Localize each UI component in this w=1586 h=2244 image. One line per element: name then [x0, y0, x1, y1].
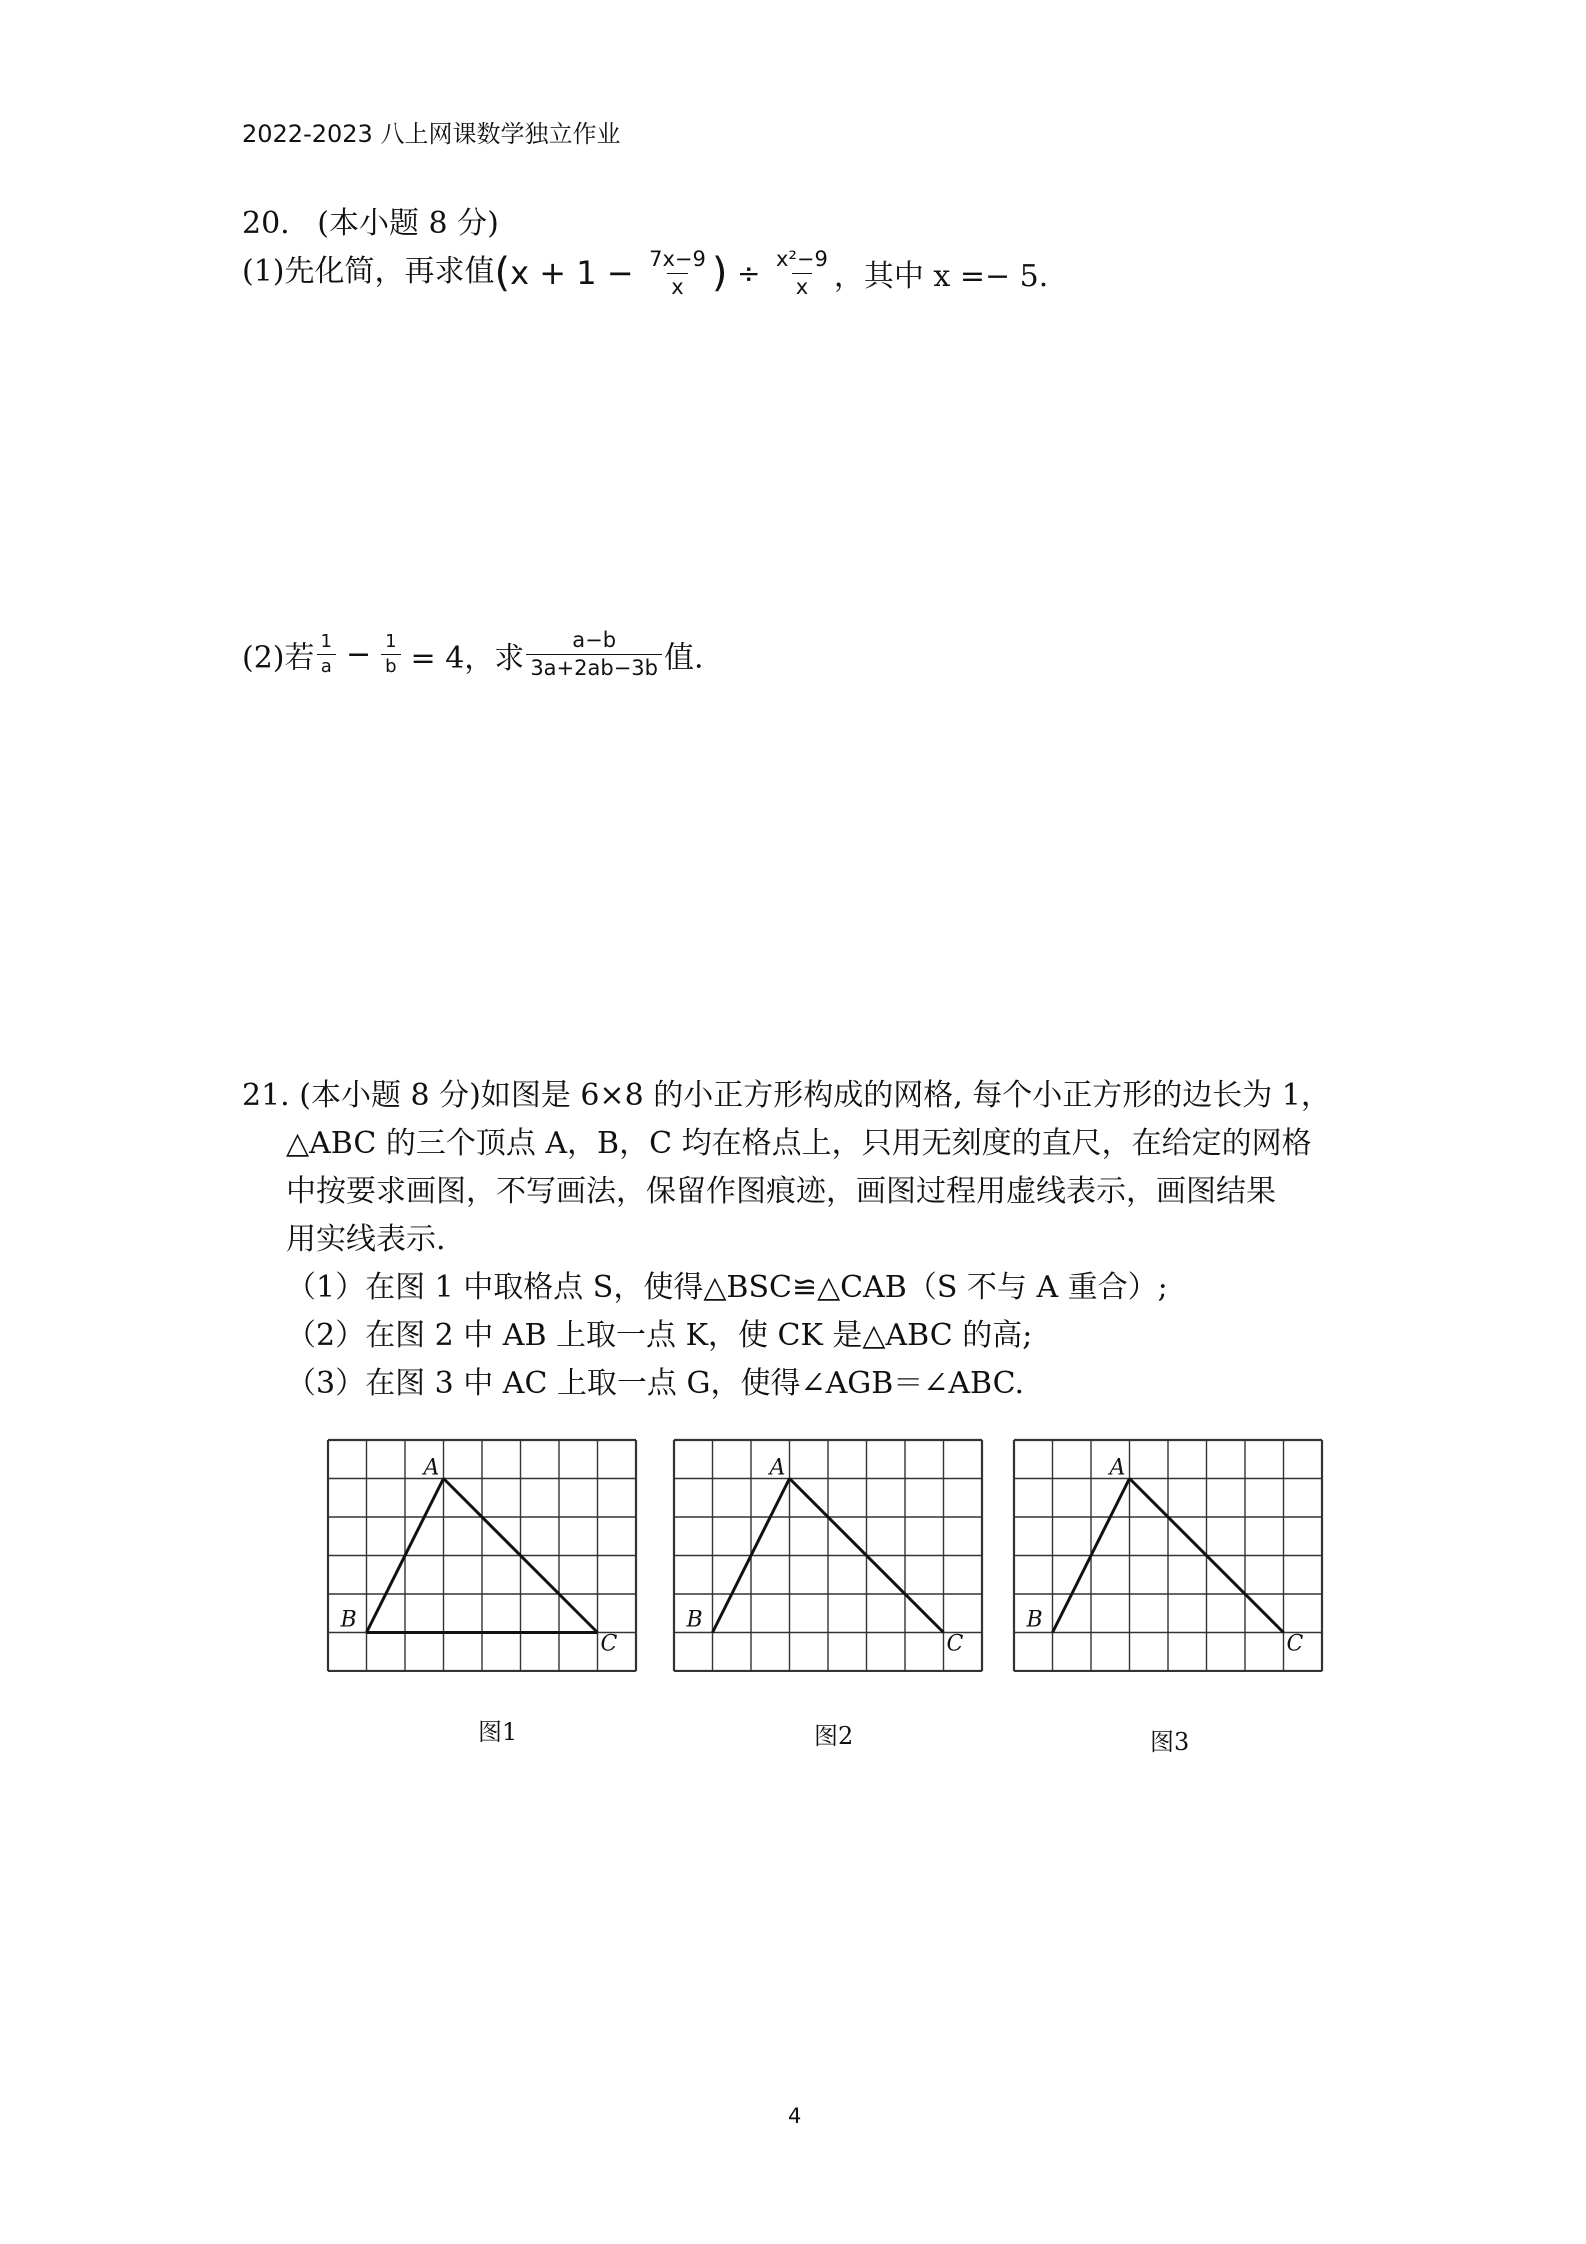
grid-figure-1 — [318, 1432, 638, 1672]
q20-p2-eq: = 4，求 — [410, 640, 525, 676]
q20-p1-left-paren: ( — [494, 250, 511, 296]
q20-p2-f-num: a−b — [572, 628, 617, 652]
q20-p1-right-paren: ) — [711, 250, 728, 296]
figure-2-caption: 图2 — [814, 1722, 854, 1750]
q20-p2-fa-num: 1 — [320, 631, 332, 652]
q20-p2-suffix: 值. — [663, 640, 704, 676]
figure-3-caption: 图3 — [1150, 1728, 1190, 1756]
q20-p1-expr: x + 1 − — [510, 254, 634, 292]
q20-p2-minus: − — [345, 637, 372, 672]
q21-item-3: （3）在图 3 中 AC 上取一点 G，使得∠AGB＝∠ABC. — [286, 1366, 1025, 1401]
grid-lines — [328, 1440, 636, 1671]
grid-figure-3 — [1004, 1432, 1324, 1672]
q20-p2-fb-num: 1 — [385, 631, 397, 652]
q20-number: 20. — [242, 206, 290, 241]
vertex-label-c: C — [946, 1631, 964, 1657]
q20-p1-frac2-num: x²−9 — [776, 246, 828, 271]
vertex-label-a: A — [1109, 1455, 1126, 1481]
page-number: 4 — [788, 2104, 802, 2128]
grid-lines — [674, 1440, 982, 1671]
q21-line-4: 用实线表示. — [286, 1222, 446, 1257]
q20-p1-prefix: (1)先化简，再求值 — [242, 254, 495, 289]
grid-lines — [1014, 1440, 1322, 1671]
q20-p1-div: ÷ — [737, 256, 761, 290]
q21-item-1: （1）在图 1 中取格点 S，使得△BSC≌△CAB（S 不与 A 重合）; — [286, 1270, 1168, 1305]
q20-p2-frac-b — [381, 633, 400, 676]
q21-line-2: △ABC 的三个顶点 A，B，C 均在格点上，只用无刻度的直尺，在给定的网格 — [286, 1126, 1312, 1161]
q20-p1-frac1-num: 7x−9 — [649, 246, 706, 271]
q20-p2-frac-a — [317, 633, 336, 676]
q20-p1-frac1-den: x — [667, 273, 687, 298]
q20-p1-fraction-2 — [772, 246, 832, 299]
q20-p1-fraction-1 — [645, 246, 710, 299]
q20-p1-frac2-den: x — [792, 273, 812, 298]
q20-p2-prefix: (2)若 — [242, 640, 315, 676]
q20-part2 — [242, 630, 704, 679]
q21-line-1: 21. (本小题 8 分)如图是 6×8 的小正方形构成的网格, 每个小正方形的边长为 1， — [242, 1078, 1331, 1113]
q20-p1-suffix: ，其中 x =− 5. — [833, 259, 1049, 294]
vertex-label-c: C — [600, 1631, 618, 1657]
vertex-label-b: B — [686, 1607, 703, 1633]
vertex-label-a: A — [423, 1455, 440, 1481]
vertex-label-b: B — [340, 1607, 357, 1633]
q20-part1 — [242, 246, 1048, 298]
q20-p2-f-den: 3a+2ab−3b — [526, 654, 662, 679]
header-title: 2022-2023 八上网课数学独立作业 — [242, 120, 621, 148]
q20-heading — [242, 198, 499, 242]
q20-p2-frac-main — [526, 630, 662, 679]
q21-item-2: （2）在图 2 中 AB 上取一点 K，使 CK 是△ABC 的高; — [286, 1318, 1033, 1353]
figure-1-caption: 图1 — [478, 1718, 518, 1746]
q20-score: (本小题 8 分) — [317, 206, 499, 241]
q21-line-3: 中按要求画图，不写画法，保留作图痕迹，画图过程用虚线表示，画图结果 — [286, 1174, 1276, 1209]
q20-p2-fb-den: b — [381, 654, 400, 676]
grid-figure-2 — [664, 1432, 984, 1672]
vertex-label-c: C — [1286, 1631, 1304, 1657]
vertex-label-b: B — [1026, 1607, 1043, 1633]
q20-p2-fa-den: a — [317, 654, 336, 676]
vertex-label-a: A — [769, 1455, 786, 1481]
